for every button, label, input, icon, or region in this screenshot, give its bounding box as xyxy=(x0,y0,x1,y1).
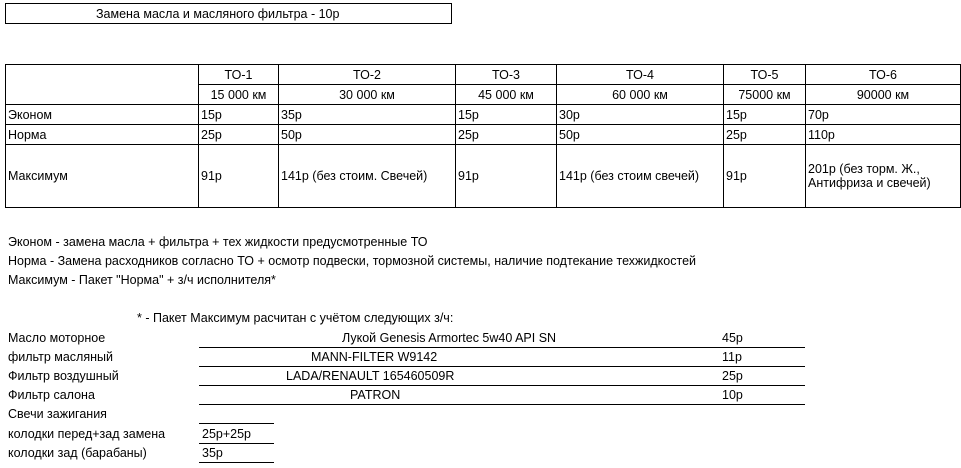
table-cell: 25р xyxy=(724,125,806,145)
brake-part-name: колодки перед+зад замена xyxy=(8,427,166,441)
brake-part-price: 35р xyxy=(202,446,223,460)
part-name: Масло моторное xyxy=(8,331,106,345)
note-line: Эконом - замена масла + фильтра + тех жидкости предусмотренные ТО xyxy=(8,235,428,249)
note-line: Максимум - Пакет "Норма" + з/ч исполнителя* xyxy=(8,273,276,287)
table-cell: 141р (без стоим. Свечей) xyxy=(279,145,456,208)
divider-line xyxy=(199,404,805,405)
table-cell: 70р xyxy=(806,105,961,125)
part-name: Фильтр воздушный xyxy=(8,369,119,383)
mileage-cell: 30 000 км xyxy=(279,85,456,105)
part-product: MANN-FILTER W9142 xyxy=(311,350,438,364)
header-cell: ТО-1 xyxy=(199,65,279,85)
table-cell: 201р (без торм. Ж., Антифриза и свечей) xyxy=(806,145,961,208)
brake-part-price: 25р+25р xyxy=(202,427,252,441)
note-line: Норма - Замена расходников согласно ТО + осмотр подвески, тормозной системы, наличие подтекание техжидкостей xyxy=(8,254,697,268)
table-cell: 15р xyxy=(199,105,279,125)
divider-line xyxy=(199,366,805,367)
part-name: Свечи зажигания xyxy=(8,407,107,421)
table-cell: 91р xyxy=(724,145,806,208)
divider-line xyxy=(199,462,274,463)
row-label: Норма xyxy=(6,125,199,145)
table-cell: 110р xyxy=(806,125,961,145)
part-price: 10р xyxy=(722,388,743,402)
table-mileage-row xyxy=(6,85,961,105)
title-box xyxy=(5,3,452,24)
table-cell: 50р xyxy=(279,125,456,145)
table-cell: 50р xyxy=(557,125,724,145)
table-corner-cell xyxy=(6,85,199,105)
table-row xyxy=(6,145,961,208)
divider-line xyxy=(199,385,805,386)
table-row xyxy=(6,105,961,125)
table-cell: 91р xyxy=(199,145,279,208)
table-cell: 91р xyxy=(456,145,557,208)
table-header-row xyxy=(6,65,961,85)
mileage-cell: 45 000 км xyxy=(456,85,557,105)
parts-note: * - Пакет Максимум расчитан с учётом следующих з/ч: xyxy=(137,311,454,325)
header-cell: ТО-3 xyxy=(456,65,557,85)
table-row xyxy=(6,125,961,145)
part-price: 45р xyxy=(722,331,743,345)
part-name: фильтр масляный xyxy=(8,350,113,364)
maintenance-table xyxy=(5,64,961,208)
row-label: Максимум xyxy=(6,145,199,208)
table-cell: 25р xyxy=(456,125,557,145)
page-title: Замена масла и масляного фильтра - 10р xyxy=(96,7,340,21)
mileage-cell: 90000 км xyxy=(806,85,961,105)
mileage-cell: 60 000 км xyxy=(557,85,724,105)
part-product: Лукой Genesis Armortec 5w40 API SN xyxy=(342,331,557,345)
header-cell: ТО-4 xyxy=(557,65,724,85)
mileage-cell: 15 000 км xyxy=(199,85,279,105)
part-product: LADA/RENAULT 165460509R xyxy=(286,369,455,383)
table-cell: 30р xyxy=(557,105,724,125)
table-cell: 35р xyxy=(279,105,456,125)
divider-line xyxy=(199,423,274,424)
table-cell: 15р xyxy=(724,105,806,125)
header-cell: ТО-2 xyxy=(279,65,456,85)
table-cell: 25р xyxy=(199,125,279,145)
row-label: Эконом xyxy=(6,105,199,125)
table-cell: 15р xyxy=(456,105,557,125)
divider-line xyxy=(199,443,274,444)
part-price: 25р xyxy=(722,369,743,383)
part-price: 11р xyxy=(722,350,742,364)
table-corner-cell xyxy=(6,65,199,85)
brake-part-name: колодки зад (барабаны) xyxy=(8,446,147,460)
part-product: PATRON xyxy=(350,388,401,402)
part-name: Фильтр салона xyxy=(8,388,95,402)
header-cell: ТО-5 xyxy=(724,65,806,85)
header-cell: ТО-6 xyxy=(806,65,961,85)
divider-line xyxy=(199,347,805,348)
table-cell: 141р (без стоим свечей) xyxy=(557,145,724,208)
mileage-cell: 75000 км xyxy=(724,85,806,105)
